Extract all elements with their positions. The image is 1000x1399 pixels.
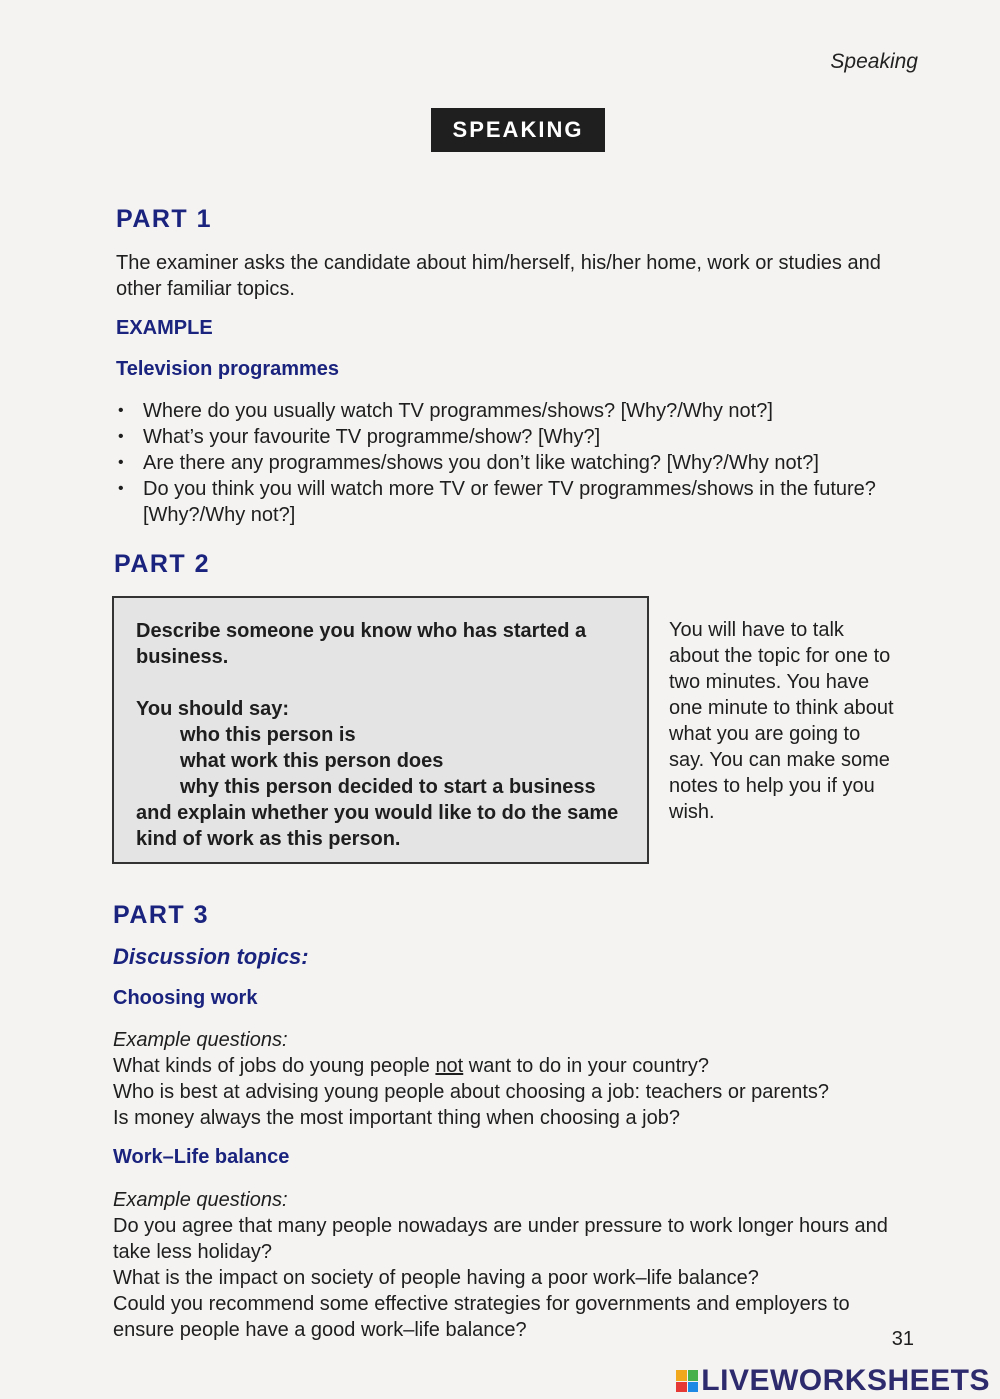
list-item: • Do you think you will watch more TV or fewer TV programmes/shows in the future? [Why?/Why not?]: [116, 476, 906, 528]
topic-work-life-questions: [113, 1187, 913, 1343]
part2-title: PART 2: [114, 550, 211, 578]
running-head: Speaking: [830, 50, 918, 73]
cue-card-point: who this person is: [180, 724, 356, 746]
part1-intro: The examiner asks the candidate about him/herself, his/her home, work or studies and other familiar topics.: [116, 252, 881, 300]
example-questions-label: Example questions:: [113, 1029, 288, 1051]
discussion-topics-label: Discussion topics:: [113, 944, 309, 969]
part1-topic: Television programmes: [116, 358, 340, 380]
question: Do you agree that many people nowadays are under pressure to work longer hours and take less holiday?: [113, 1215, 888, 1263]
cue-card-should-say: You should say:: [136, 698, 289, 720]
part1-example-label: EXAMPLE: [116, 317, 213, 339]
list-item: • What’s your favourite TV programme/show? [Why?]: [116, 424, 906, 450]
cue-card-point: why this person decided to start a business: [180, 776, 596, 798]
part1-title: PART 1: [116, 205, 213, 233]
page-number: 31: [891, 1328, 914, 1350]
emphasis-underline: not: [435, 1055, 464, 1077]
part2-instructions: You will have to talk about the topic for one to two minutes. You have one minute to think about what you are going to say. You can make some notes to help you if you wish.: [669, 619, 894, 823]
liveworksheets-logo-icon: [676, 1370, 698, 1392]
liveworksheets-brand[interactable]: [676, 1364, 990, 1398]
list-item: • Are there any programmes/shows you don’t like watching? [Why?/Why not?]: [116, 450, 906, 476]
section-banner: SPEAKING: [431, 108, 605, 152]
part1-question-list: [116, 398, 906, 528]
question: Who is best at advising young people about choosing a job: teachers or parents?: [113, 1081, 830, 1103]
brand-name: LIVEWORKSHEETS: [701, 1364, 990, 1397]
question: What is the impact on society of people having a poor work–life balance?: [113, 1267, 759, 1289]
example-questions-label: Example questions:: [113, 1189, 288, 1211]
cue-card: [112, 596, 649, 864]
cue-card-closing: and explain whether you would like to do the same kind of work as this person.: [136, 802, 619, 850]
topic-choosing-work-questions: [113, 1027, 933, 1131]
question: Is money always the most important thing when choosing a job?: [113, 1107, 680, 1129]
part3-title: PART 3: [113, 901, 210, 929]
list-item: • Where do you usually watch TV programmes/shows? [Why?/Why not?]: [116, 398, 906, 424]
cue-card-point: what work this person does: [180, 750, 444, 772]
question: Could you recommend some effective strategies for governments and employers to ensure people have a good work–life balance?: [113, 1293, 850, 1341]
topic-heading-work-life-balance: Work–Life balance: [113, 1146, 290, 1168]
topic-heading-choosing-work: Choosing work: [113, 987, 258, 1009]
cue-card-prompt: Describe someone you know who has started a business.: [136, 620, 587, 668]
question: What kinds of jobs do young people not want to do in your country?: [113, 1055, 709, 1077]
